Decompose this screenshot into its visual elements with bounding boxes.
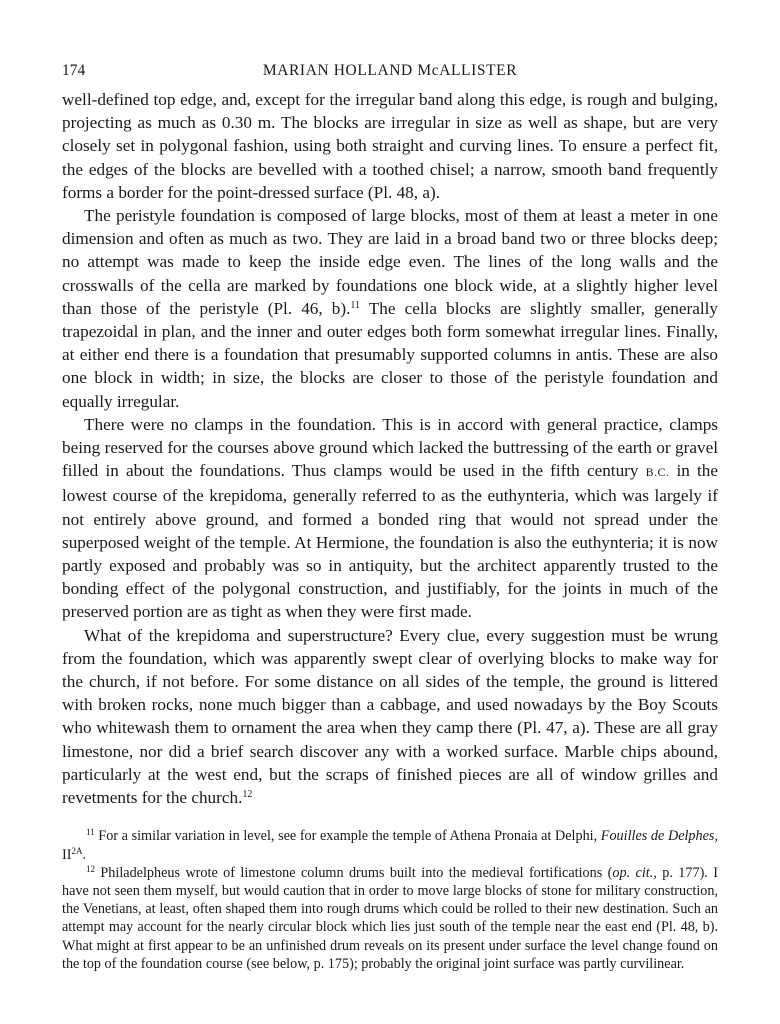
footnotes — [62, 827, 718, 973]
footnote-12-text-b: p. 177). I have not seen them myself, but would caution that in order to move large blocks of stone for military construction, the Venetians, at least, often shaped them into rough drums which could be rolled to their new destination. Such an attempt may account for the nearly circular block which lies just south of the temple near the east end (Pl. 48, b). What might at first appear to be an unfinished drum reveals on its present under surface the level change found on the top of the foundation course (see below, p. 175); probably the original joint surface was partly curvilinear. — [62, 864, 718, 972]
running-title: MARIAN HOLLAND McALLISTER — [262, 62, 518, 79]
footnote-11 — [62, 827, 718, 863]
running-header — [62, 58, 718, 88]
footnote-11-marker: 11 — [86, 827, 95, 838]
footnote-11-volume-superscript: 2A — [71, 845, 83, 856]
paragraph-3-text-b: in the lowest course of the krepidoma, generally referred to as the euthynteria, which was largely if not entirely above ground, and formed a bonded ring that would not spread under the superposed weight of the temple. At Hermione, the foundation is also the euthynteria; it is now partly exposed and probably was so in antiquity, but the architect apparently trusted to the bonding effect of the polygonal construction, and justifiably, for the joints in much of the preserved portion are as tight as when they were first made. — [62, 461, 718, 622]
paragraph-2-text-a: The peristyle foundation is composed of large blocks, most of them at least a meter in one dimension and often as much as two. They are laid in a broad band two or three blocks deep; no attempt was made to keep the inside edge even. The lines of the long walls and the crosswalls of the cella are marked by foundations one block wide, at a slightly higher level than those of the peristyle (Pl. 46, b). — [62, 206, 718, 318]
page-number: 174 — [62, 62, 86, 79]
paragraph-4-text: What of the krepidoma and superstructure? Every clue, every suggestion must be wrung from the foundation, which was apparently swept clear of overlying blocks to make way for the church, if not before. For some distance on all sides of the temple, the ground is littered with broken rocks, none much bigger than a cabbage, and used nowadays by the Boy Scouts who whitewash them to ornament the area when they camp there (Pl. 47, a). These are all gray limestone, nor did a brief search discover any with a worked surface. Marble chips abound, particularly at the west end, but the scraps of finished pieces are all of window grilles and revetments for the church. — [62, 625, 718, 808]
book-page — [62, 58, 718, 973]
paragraph-2-text-b: The cella blocks are slightly smaller, generally trapezoidal in plan, and the inner and outer edges both form somewhat irregular lines. Finally, at either end there is a foundation that presumably supported columns in antis. These are also one block in width; in size, the blocks are closer to those of the peristyle foundation and equally irregular. — [62, 298, 718, 411]
footnote-11-text-a: For a similar variation in level, see for example the temple of Athena Pronaia at Delphi, — [94, 828, 601, 845]
footnote-11-text-c: . — [82, 846, 86, 863]
footnote-12-citation: op. cit., — [612, 864, 657, 881]
paragraph-3 — [62, 413, 718, 624]
footnote-11-text-b: II — [62, 846, 72, 863]
footnote-12 — [62, 864, 718, 973]
footnote-ref-11: 11 — [350, 299, 361, 311]
paragraph-2 — [62, 204, 718, 413]
footnote-ref-12: 12 — [242, 789, 253, 801]
paragraph-4 — [62, 624, 718, 810]
paragraph-3-text-a: There were no clamps in the foundation. This is in accord with general practice, clamps being reserved for the courses above ground which lacked the buttressing of the earth or gravel filled in about the foundations. Thus clamps would be used in the fifth century — [62, 414, 718, 481]
footnote-12-marker: 12 — [86, 863, 95, 874]
footnote-12-text-a: Philadelpheus wrote of limestone column drums built into the medieval fortifications ( — [95, 864, 613, 881]
era-abbreviation: B.C. — [645, 465, 670, 480]
footnote-11-title: Fouilles de Delphes, — [600, 828, 718, 845]
paragraph-1-text: well-defined top edge, and, except for the irregular band along this edge, is rough and bulging, projecting as much as 0.30 m. The blocks are irregular in size as well as shape, but are very closely set in polygonal fashion, using both straight and curving lines. To ensure a perfect fit, the edges of the blocks are bevelled with a toothed chisel; a narrow, smooth band frequently forms a border for the point-dressed surface (Pl. 48, a). — [62, 90, 718, 202]
main-text — [62, 88, 718, 809]
paragraph-1 — [62, 88, 718, 204]
